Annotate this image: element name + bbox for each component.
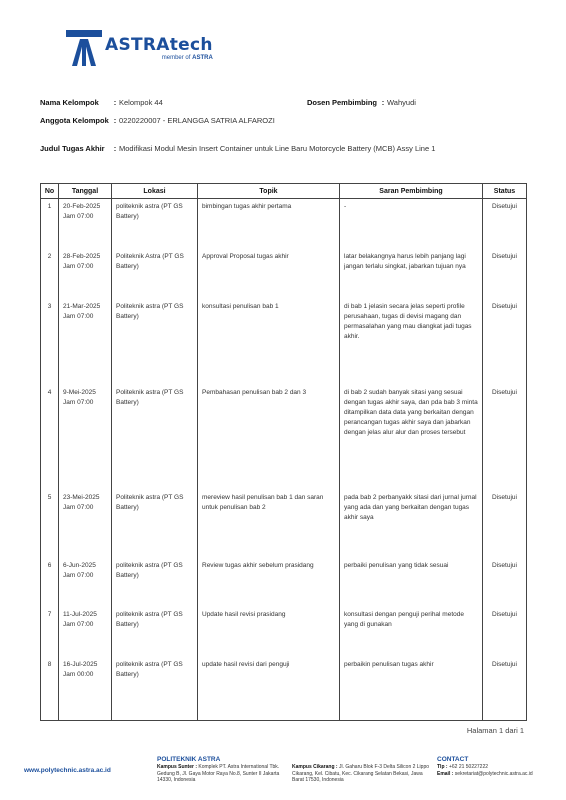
footer-contact — [437, 756, 562, 777]
cell-date-date: 20-Feb-2025 — [63, 203, 101, 210]
logo-sub-brand: ASTRA — [192, 55, 213, 61]
table-header-row — [41, 184, 527, 199]
cell-status-status: Disetujui — [492, 253, 517, 261]
empty-cell — [340, 707, 483, 721]
cell-topic-topic: bimbingan tugas akhir pertama — [202, 203, 292, 210]
cell-date-time: Jam 07:00 — [63, 399, 94, 407]
page-number: Halaman 1 dari 1 — [466, 726, 524, 735]
logo-brand-text: ASTRAtech — [105, 35, 213, 55]
empty-cell — [483, 707, 527, 721]
cell-date-date: 28-Feb-2025 — [63, 253, 101, 261]
cell-date-date: 11-Jul-2025 — [63, 611, 97, 619]
footer-sunter-address: Komplek PT. Astra International Tbk. Gedung B, Jl. Gaya Motor Raya No.8, Sunter II Jakarta 14330, Indonesia — [157, 764, 280, 783]
cell-advice-advice: latar belakangnya harus lebih panjang lagi jangan terlalu singkat, jabarkan tujuan nya — [344, 253, 466, 271]
cell-location — [112, 199, 198, 250]
table-row — [41, 199, 527, 250]
cell-advice — [340, 490, 483, 558]
cell-no-no: 2 — [47, 253, 52, 261]
cell-no — [41, 558, 59, 608]
footer-phone-value: +62 21 50227222 — [448, 764, 489, 770]
cell-location — [112, 490, 198, 558]
logo-sub-prefix: member of — [161, 55, 191, 61]
cell-status-status: Disetujui — [492, 203, 517, 210]
cell-advice — [340, 385, 483, 490]
logo-subtitle — [105, 55, 213, 61]
cell-date — [59, 199, 112, 250]
cell-status — [483, 558, 527, 608]
cell-date-time: Jam 07:00 — [63, 571, 94, 579]
footer-website-link[interactable]: www.polytechnic.astra.ac.id — [24, 767, 111, 774]
cell-topic — [198, 657, 340, 707]
cell-advice-advice: perbaiki penulisan yang tidak sesuai — [344, 561, 449, 569]
column-header-no: No — [41, 184, 59, 199]
cell-no-no: 3 — [47, 302, 52, 310]
table-row — [41, 558, 527, 608]
cell-date-date: 23-Mei-2025 — [63, 493, 100, 501]
cell-no — [41, 199, 59, 250]
column-header-date: Tanggal — [59, 184, 112, 199]
cell-location — [112, 299, 198, 385]
cell-location — [112, 657, 198, 707]
cell-date-time: Jam 07:00 — [63, 263, 94, 271]
cell-date-time: Jam 07:00 — [63, 621, 94, 629]
supervisor-value: Wahyudi — [387, 98, 416, 107]
astratech-logo-mark-icon — [66, 30, 102, 66]
separator: : — [381, 98, 385, 107]
cell-location — [112, 385, 198, 490]
cell-advice-advice: pada bab 2 perbanyakk sitasi dari jurnal jurnal yang ada dan yang berkaitan dengan tugas akhir saya — [344, 493, 477, 521]
group-name-label: Nama Kelompok — [40, 98, 99, 107]
cell-location-location: politeknik astra (PT GS Battery) — [116, 661, 183, 679]
supervisor-label: Dosen Pembimbing — [307, 98, 378, 107]
cell-advice-advice: perbaikin penulisan tugas akhir — [344, 661, 434, 669]
footer-campus-sunter — [157, 756, 285, 784]
cell-date-date: 6-Jun-2025 — [63, 561, 96, 569]
thesis-title-value: Modifikasi Modul Mesin Insert Container untuk Line Baru Motorcycle Battery (MCB) Assy Line 1 — [119, 144, 436, 153]
cell-no-no: 8 — [47, 661, 52, 669]
table-row — [41, 299, 527, 385]
cell-location-location: Politeknik astra (PT GS Battery) — [116, 389, 184, 407]
cell-no-no: 6 — [47, 561, 52, 569]
column-header-status: Status — [483, 184, 527, 199]
cell-location-location: Politeknik Astra (PT GS Battery) — [116, 253, 184, 271]
cell-no-no: 1 — [47, 203, 52, 210]
cell-topic-topic: Review tugas akhir sebelum prasidang — [202, 561, 314, 569]
cell-no-no: 4 — [47, 389, 52, 397]
cell-date-time: Jam 07:00 — [63, 213, 94, 220]
cell-location-location: politeknik astra (PT GS Battery) — [116, 561, 183, 579]
cell-status — [483, 385, 527, 490]
cell-date-time: Jam 00:00 — [63, 671, 94, 679]
table-row — [41, 657, 527, 707]
cell-location-location: Politeknik astra (PT GS Battery) — [116, 493, 184, 511]
cell-topic-topic: mereview hasil penulisan bab 1 dan saran untuk penulisan bab 2 — [202, 493, 324, 511]
consultation-log-table — [40, 183, 527, 721]
cell-date-date: 9-Mei-2025 — [63, 389, 96, 397]
empty-cell — [198, 707, 340, 721]
cell-location-location: Politeknik astra (PT GS Battery) — [116, 302, 184, 320]
footer-cikarang-label: Kampus Cikarang : — [292, 764, 338, 770]
footer-phone-label: Tlp : — [437, 764, 448, 770]
supervisor-row — [307, 98, 416, 108]
members-label: Anggota Kelompok — [40, 116, 109, 125]
group-name-row — [40, 98, 163, 108]
cell-date-date: 21-Mar-2025 — [63, 302, 101, 310]
column-header-location: Lokasi — [112, 184, 198, 199]
footer — [0, 752, 566, 792]
cell-topic-topic: Approval Proposal tugas akhir — [202, 253, 289, 261]
footer-email-label: Email : — [437, 770, 454, 777]
cell-location-location: politeknik astra (PT GS Battery) — [116, 203, 183, 220]
cell-status-status: Disetujui — [492, 493, 517, 501]
footer-sunter-label: Kampus Sunter : — [157, 764, 198, 770]
cell-date-time: Jam 07:00 — [63, 503, 94, 511]
empty-cell — [59, 707, 112, 721]
thesis-title-label: Judul Tugas Akhir — [40, 144, 105, 153]
cell-date — [59, 607, 112, 657]
cell-date — [59, 490, 112, 558]
cell-status — [483, 199, 527, 250]
cell-topic — [198, 299, 340, 385]
cell-topic — [198, 249, 340, 299]
cell-topic-topic: Update hasil revisi prasidang — [202, 611, 286, 619]
cell-location — [112, 249, 198, 299]
cell-advice — [340, 558, 483, 608]
cell-status — [483, 490, 527, 558]
cell-date — [59, 249, 112, 299]
cell-topic — [198, 385, 340, 490]
footer-email-value[interactable]: sekretariat@polytechnic.astra.ac.id — [454, 770, 533, 777]
cell-advice — [340, 299, 483, 385]
cell-topic-topic: konsultasi penulisan bab 1 — [202, 302, 279, 310]
column-header-advice: Saran Pembimbing — [340, 184, 483, 199]
cell-no — [41, 299, 59, 385]
cell-status — [483, 299, 527, 385]
footer-campus-cikarang — [292, 764, 432, 784]
cell-topic-topic: update hasil revisi dari penguji — [202, 661, 290, 669]
cell-status-status: Disetujui — [492, 611, 517, 619]
cell-date-time: Jam 07:00 — [63, 312, 94, 320]
cell-status — [483, 607, 527, 657]
column-header-topic: Topik — [198, 184, 340, 199]
cell-status-status: Disetujui — [492, 561, 517, 569]
cell-no — [41, 657, 59, 707]
cell-status-status: Disetujui — [492, 389, 517, 397]
cell-date — [59, 657, 112, 707]
table-row — [41, 490, 527, 558]
cell-advice-advice: di bab 2 sudah banyak sitasi yang sesuai dengan tugas akhir saya, dan pda bab 3 minta ditampilkan data data yang berkaitan dengan perancangan tugas akhir saya dan jabarkan dengan jelas alur alur dan proses tersebut — [344, 389, 478, 437]
cell-advice — [340, 607, 483, 657]
cell-advice-advice: di bab 1 jelasin secara jelas seperti profile perusahaan, tugas di devisi magang dan permasalahan yang mau diangkat jadi tugas akhir. — [344, 302, 472, 340]
cell-status-status: Disetujui — [492, 302, 517, 310]
footer-org-name: POLITEKNIK ASTRA — [157, 756, 221, 763]
table-filler-row — [41, 707, 527, 721]
cell-topic — [198, 199, 340, 250]
table-row — [41, 249, 527, 299]
footer-cikarang-address: Jl. Gaharu Blok F-3 Delta Silicon 2 Lippo Cikarang, Kel. Cibatu, Kec. Cikarang Selatan Bekasi, Jawa Barat 17530, Indonesia — [292, 764, 430, 783]
cell-location — [112, 607, 198, 657]
cell-topic — [198, 558, 340, 608]
members-value: 0220220007 - ERLANGGA SATRIA ALFAROZI — [119, 116, 275, 125]
cell-no — [41, 249, 59, 299]
cell-advice-advice: konsultasi dengan penguji perihal metode yang di gunakan — [344, 611, 464, 629]
empty-cell — [41, 707, 59, 721]
cell-location — [112, 558, 198, 608]
members-row — [40, 116, 275, 126]
cell-topic — [198, 490, 340, 558]
cell-location-location: politeknik astra (PT GS Battery) — [116, 611, 183, 629]
cell-topic-topic: Pembahasan penulisan bab 2 dan 3 — [202, 389, 307, 397]
table-row — [41, 607, 527, 657]
astratech-logo — [66, 30, 213, 66]
cell-date — [59, 558, 112, 608]
cell-no — [41, 607, 59, 657]
cell-status — [483, 249, 527, 299]
empty-cell — [112, 707, 198, 721]
cell-advice-advice: - — [344, 203, 347, 210]
group-name-value: Kelompok 44 — [119, 98, 163, 107]
cell-date — [59, 299, 112, 385]
cell-advice — [340, 657, 483, 707]
cell-status-status: Disetujui — [492, 661, 517, 669]
cell-no — [41, 490, 59, 558]
cell-advice — [340, 199, 483, 250]
cell-date — [59, 385, 112, 490]
footer-contact-heading: CONTACT — [437, 756, 469, 763]
separator: : — [113, 116, 117, 125]
cell-no-no: 7 — [47, 611, 52, 619]
cell-no-no: 5 — [47, 493, 52, 501]
separator: : — [113, 144, 117, 153]
cell-topic — [198, 607, 340, 657]
table-row — [41, 385, 527, 490]
cell-status — [483, 657, 527, 707]
cell-no — [41, 385, 59, 490]
thesis-title-row — [40, 144, 435, 154]
separator: : — [113, 98, 117, 107]
cell-date-date: 16-Jul-2025 — [63, 661, 98, 669]
cell-advice — [340, 249, 483, 299]
